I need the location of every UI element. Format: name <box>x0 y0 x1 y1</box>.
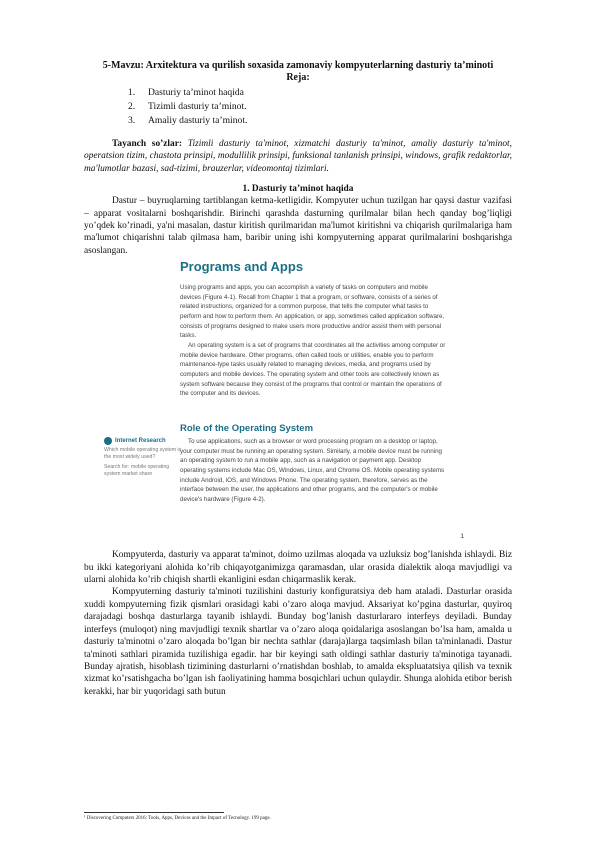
section-heading: 1. Dasturiy ta’minot haqida <box>242 184 354 195</box>
textbook-figure <box>96 261 466 543</box>
figure-para-1: Using programs and apps, you can accomplish a variety of tasks on computers and mobile devices (Figure 4-1). Recall from Chapter 1 that a program, or software, consists of a series of related instructions, organized for a common purpose, that tells the computer what tasks to perform and how to perform them. An application, or app, sometimes called application software, consists of programs designed to make users more productive and/or assist them with personal tasks. <box>180 284 445 340</box>
globe-icon <box>104 437 112 445</box>
list-item: 1. Dasturiy ta’minot haqida <box>128 87 244 98</box>
keywords-label: Tayanch so’zlar: <box>112 139 182 149</box>
list-item: 2. Tizimli dasturiy ta’minot. <box>128 101 247 112</box>
footnote: ¹ Discovering Computers 2016: Tools, Apps, Devices and the Impact of Tecnology. 199 page. <box>84 816 271 821</box>
footnote-divider <box>84 812 224 813</box>
paragraph-3: Kompyuterning dasturiy ta'minoti tuzilishini dasturiy konfiguratsiya deb ham ataladi. Dasturlar orasida xuddi kompyuterning fizik qismlari orasidagi kabi o’zaro aloqa mavjud. Aksariyat ko’pgina dasturlar, quyiroq darajadagi boshqa dasturlarga tayanib ishlaydi. Bunday bog’lanish dasturlararo interfeys deyiladi. Bunday interfeys (muloqot) ning mavjudligi texnik shartlar va o’zaro aloqa qoidalariga asoslangan bo’lsa ham, amalda u dasturiy ta'minotni o’zaro aloqada bo’lgan bir nechta sathlar (daraja)larga taqsimlash bilan ta'minlanadi. Dastur ta'minoti sathlari piramida tuzilishiga egadir. har bir keyingi sath oldingi sathlar dasturiy ta'minotiga tayanadi. Bunday ajratish, hisoblash tizimining dasturlarni o’rnatishdan boshlab, to amalda ekspluatatsiya qilish va texnik xizmat ko’rsatishgacha bo’lgan ish faoliyatining hamma bosqichlari uchun qulaydir. Shunga alohida etibor berish kerakki, har bir yuqoridagi sath butun <box>84 587 512 697</box>
page-title: 5-Mavzu: Arxitektura va qurilish soxasida zamonaviy kompyuterlarning dasturiy ta’minoti <box>102 60 494 71</box>
figure-subheading: Role of the Operating System <box>180 423 314 435</box>
figure-para-2: An operating system is a set of programs that coordinates all the activities among computer or mobile device hardware. Other programs, often called tools or utilities, enable you to perform maintenance-type tasks usually related to managing devices, media, and programs used by computers and mobile devices. The operating system and other tools are collectively known as system software because they consist of the programs that control or maintain the operations of the computer and its devices. <box>180 342 446 398</box>
figure-para-3: To use applications, such as a browser or word processing program on a desktop or laptop, your computer must be running an operating system. Similarly, a mobile device must be running an operating system to run a mobile app, such as a navigation or payment app. Desktop operating systems include Mac OS, Windows, Linux, and Chrome OS. Mobile operating systems include Android, iOS, and Windows Phone. The operating system, therefore, serves as the interface between the user, the applications and other programs, and the computer's or mobile device's hardware (Figure 4-2). <box>180 438 445 503</box>
internet-research-box: Internet Research Which mobile operating system is the most widely used? Search for: mobile operating system market share <box>104 437 182 478</box>
paragraph-1: Dastur – buyruqlarning tartiblangan ketma-ketligidir. Kompyuter uchun tuzilgan har qaysi dastur vazifasi – apparat vositalarni boshqarishdir. Birinchi qarashda dasturning qurilmalar bilan hech qanday bog’liqligi yo’qdek ko’rinadi, ya'ni masalan, dastur kiritish qurilmaridan ma'lumot kiritishni va chiqarish qurilmalariga ham ma'lumot chiqarishni talab qilmasa ham, baribir uning ishi kompyuterning apparat qurilmalarini boshqarishga asoslangan. <box>84 196 512 256</box>
plan-heading: Reja: <box>286 72 310 83</box>
list-item: 3. Amaliy dasturiy ta’minot. <box>128 115 248 126</box>
figure-heading: Programs and Apps <box>180 259 304 275</box>
keywords-text: Tizimli dasturiy ta'minot, xizmatchi dasturiy ta'minot, amaliy dasturiy ta'minot, operatsion tizim, chastota prinsipi, modullilik prinsipi, funksional tanlanish prinsipi, windows, grafik redaktorlar, ma'lumotlar bazasi, sad-tizimi, brauzerlar, videomontaj tizimlari. <box>84 139 512 174</box>
footnote-reference: 1 <box>460 533 464 541</box>
plan-list <box>84 86 512 128</box>
keywords-paragraph <box>84 138 512 175</box>
paragraph-2: Kompyuterda, dasturiy va apparat ta'minot, doimo uzilmas aloqada va uzluksiz bog’lanishda ishlaydi. Biz bu ikki kategoriyani alohida ko’rib chiqayotganimizga qaramasdan, ular orasida dialektik aloqa mavjudligi va ularni alohida ko’rib chiqish shartli ekanligini esdan chiqarmaslik kerak. <box>84 550 512 586</box>
